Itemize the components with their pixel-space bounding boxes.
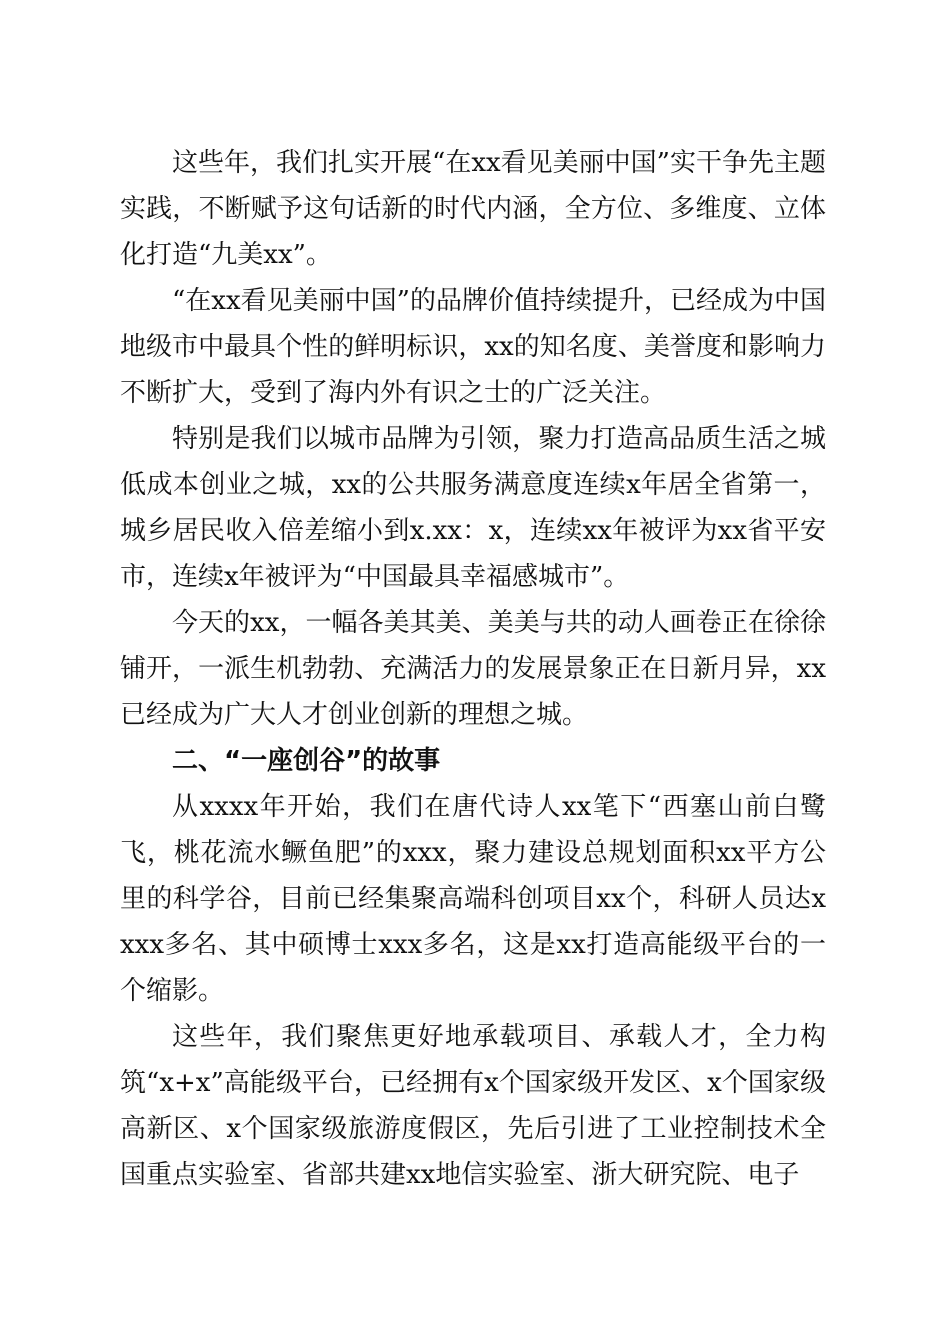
paragraph-3: 特别是我们以城市品牌为引领，聚力打造高品质生活之城低成本创业之城，xx的公共服务满意度连续x年居全省第一，城乡居民收入倍差缩小到x.xx：x，连续xx年被评为xx省平安市，连续x年被评为“中国最具幸福感城市”。 [120,424,826,592]
paragraph-5: 从xxxx年开始，我们在唐代诗人xx笔下“西塞山前白鹭飞，桃花流水鳜鱼肥”的xxx，聚力建设总规划面积xx平方公里的科学谷，目前已经集聚高端科创项目xx个，科研人员达xxxx多名、其中硕博士xxx多名，这是xx打造高能级平台的一个缩影。 [120,792,826,1006]
paragraph-2: “在xx看见美丽中国”的品牌价值持续提升，已经成为中国地级市中最具个性的鲜明标识，xx的知名度、美誉度和影响力不断扩大，受到了海内外有识之士的广泛关注。 [120,286,826,408]
paragraph-6: 这些年，我们聚焦更好地承载项目、承载人才，全力构筑“x+x”高能级平台，已经拥有x个国家级开发区、x个国家级高新区、x个国家级旅游度假区，先后引进了工业控制技术全国重点实验室、省部共建xx地信实验室、浙大研究院、电子 [120,1022,826,1190]
paragraph-1: 这些年，我们扎实开展“在xx看见美丽中国”实干争先主题实践，不断赋予这句话新的时代内涵，全方位、多维度、立体化打造“九美xx”。 [120,148,826,270]
document-body [120,140,826,1198]
section-heading: 二、“一座创谷”的故事 [172,746,441,776]
paragraph-4: 今天的xx，一幅各美其美、美美与共的动人画卷正在徐徐铺开，一派生机勃勃、充满活力的发展景象正在日新月异，xx已经成为广大人才创业创新的理想之城。 [120,608,826,730]
